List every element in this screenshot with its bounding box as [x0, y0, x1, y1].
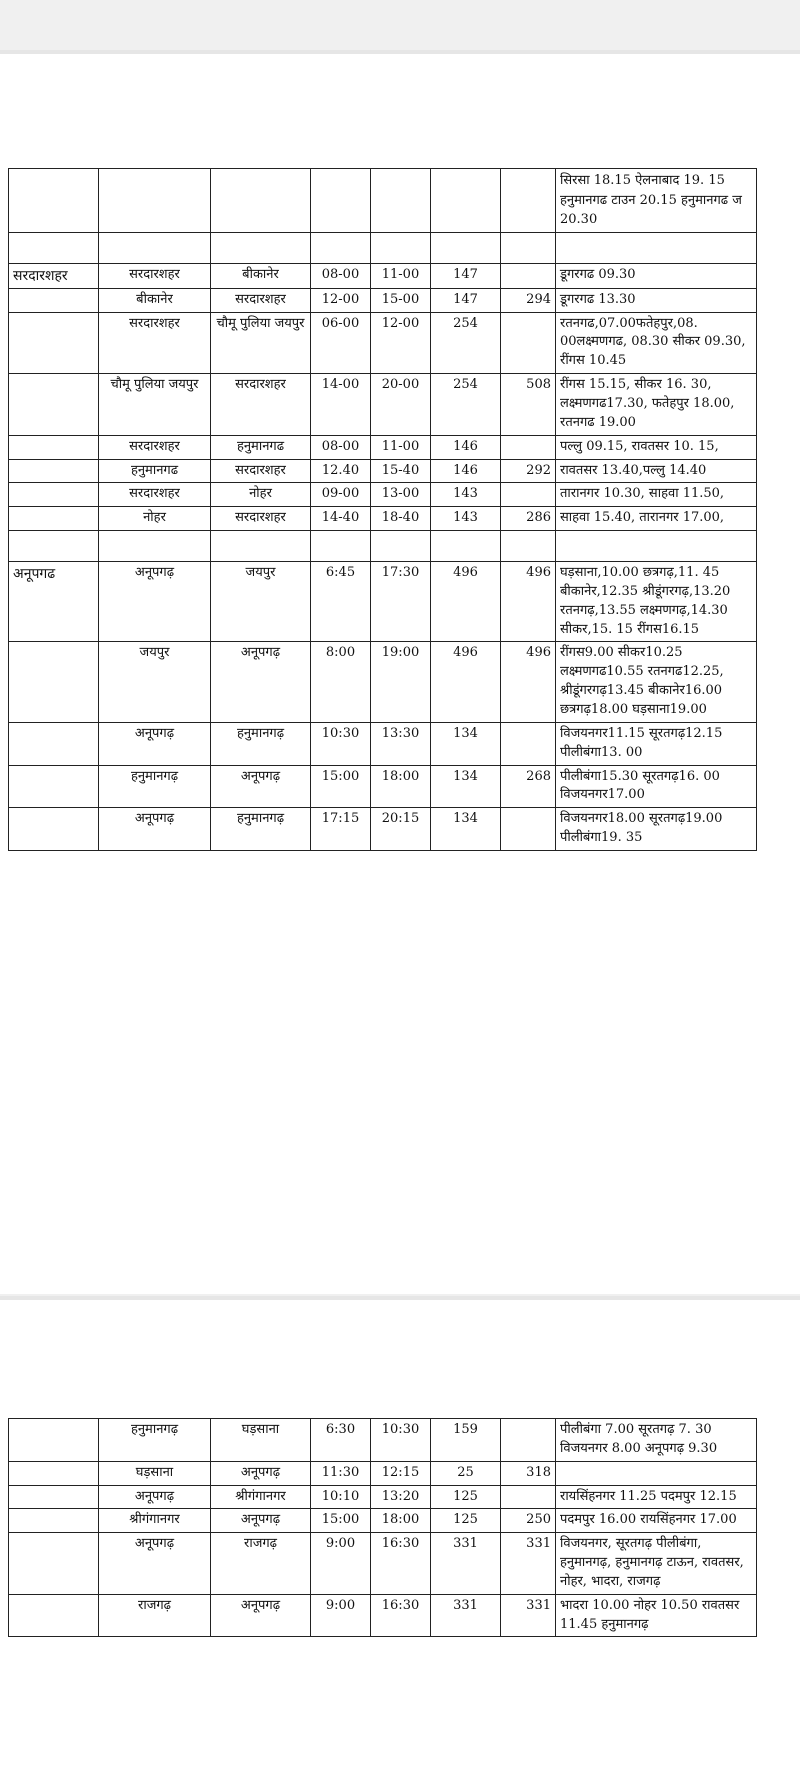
to-cell	[211, 169, 311, 233]
route-table-2	[8, 1418, 757, 1637]
empty-cell	[9, 232, 99, 263]
departure-cell: 17:15	[311, 808, 371, 851]
empty-cell	[556, 232, 757, 263]
depot-cell	[9, 483, 99, 507]
to-cell: हनुमानगढ़	[211, 722, 311, 765]
km-cell: 254	[431, 312, 501, 374]
km-cell: 134	[431, 765, 501, 808]
total-km-cell: 331	[501, 1533, 556, 1595]
arrival-cell: 13:20	[371, 1485, 431, 1509]
total-km-cell: 250	[501, 1509, 556, 1533]
empty-cell	[371, 531, 431, 562]
total-km-cell	[501, 312, 556, 374]
km-cell: 25	[431, 1461, 501, 1485]
from-cell: राजगढ़	[99, 1594, 211, 1637]
total-km-cell: 508	[501, 374, 556, 436]
to-cell: सरदारशहर	[211, 507, 311, 531]
departure-cell: 9:00	[311, 1594, 371, 1637]
departure-cell: 12.40	[311, 459, 371, 483]
from-cell: घड़साना	[99, 1461, 211, 1485]
table-row	[9, 288, 757, 312]
km-cell: 331	[431, 1533, 501, 1595]
from-cell: अनूपगढ़	[99, 1533, 211, 1595]
table-row	[9, 765, 757, 808]
table-row	[9, 459, 757, 483]
km-cell: 125	[431, 1485, 501, 1509]
km-cell: 146	[431, 459, 501, 483]
via-stops-cell: भादरा 10.00 नोहर 10.50 रावतसर 11.45 हनुमानगढ़	[556, 1594, 757, 1637]
arrival-cell: 18:00	[371, 1509, 431, 1533]
from-cell: सरदारशहर	[99, 312, 211, 374]
total-km-cell: 286	[501, 507, 556, 531]
via-stops-cell: साहवा 15.40, तारानगर 17.00,	[556, 507, 757, 531]
total-km-cell	[501, 263, 556, 288]
arrival-cell: 19:00	[371, 642, 431, 722]
table-row	[9, 1594, 757, 1637]
departure-cell: 6:30	[311, 1419, 371, 1462]
table-row	[9, 169, 757, 233]
total-km-cell: 268	[501, 765, 556, 808]
arrival-cell: 18:00	[371, 765, 431, 808]
via-stops-cell: तारानगर 10.30, साहवा 11.50,	[556, 483, 757, 507]
from-cell	[99, 169, 211, 233]
depot-cell	[9, 288, 99, 312]
to-cell: अनूपगढ़	[211, 1461, 311, 1485]
from-cell: चौमू पुलिया जयपुर	[99, 374, 211, 436]
via-stops-cell: पीलीबंगा15.30 सूरतगढ़16. 00 विजयनगर17.00	[556, 765, 757, 808]
departure-cell: 8:00	[311, 642, 371, 722]
depot-cell	[9, 1533, 99, 1595]
route-table-1	[8, 168, 757, 851]
departure-cell: 08-00	[311, 435, 371, 459]
table-row	[9, 435, 757, 459]
arrival-cell: 12:15	[371, 1461, 431, 1485]
from-cell: सरदारशहर	[99, 435, 211, 459]
arrival-cell: 20:15	[371, 808, 431, 851]
to-cell: हनुमानगढ़	[211, 808, 311, 851]
table-row	[9, 1419, 757, 1462]
table-row	[9, 374, 757, 436]
arrival-cell: 11-00	[371, 263, 431, 288]
arrival-cell: 15-00	[371, 288, 431, 312]
via-stops-cell: पीलीबंगा 7.00 सूरतगढ़ 7. 30 विजयनगर 8.00 अनूपगढ़ 9.30	[556, 1419, 757, 1462]
to-cell: नोहर	[211, 483, 311, 507]
arrival-cell: 17:30	[371, 562, 431, 642]
table-row	[9, 642, 757, 722]
arrival-cell: 16:30	[371, 1533, 431, 1595]
total-km-cell	[501, 722, 556, 765]
empty-cell	[371, 232, 431, 263]
departure-cell: 6:45	[311, 562, 371, 642]
from-cell: अनूपगढ़	[99, 562, 211, 642]
depot-cell: अनूपगढ	[9, 562, 99, 642]
via-stops-cell: रींगस 15.15, सीकर 16. 30, लक्ष्मणगढ17.30, फतेहपुर 18.00, रतनगढ 19.00	[556, 374, 757, 436]
via-stops-cell: रींगस9.00 सीकर10.25 लक्ष्मणगढ10.55 रतनगढ12.25, श्रीडूंगरगढ़13.45 बीकानेर16.00 छत्रगढ़18.00 घड़साना19.00	[556, 642, 757, 722]
departure-cell: 09-00	[311, 483, 371, 507]
departure-cell: 12-00	[311, 288, 371, 312]
arrival-cell: 15-40	[371, 459, 431, 483]
total-km-cell: 496	[501, 642, 556, 722]
total-km-cell	[501, 435, 556, 459]
km-cell: 147	[431, 288, 501, 312]
total-km-cell	[501, 483, 556, 507]
total-km-cell	[501, 169, 556, 233]
via-stops-cell: डूगरगढ 09.30	[556, 263, 757, 288]
empty-cell	[311, 531, 371, 562]
via-stops-cell: रतनगढ,07.00फतेहपुर,08. 00लक्ष्मणगढ, 08.30 सीकर 09.30, रींगस 10.45	[556, 312, 757, 374]
depot-cell: सरदारशहर	[9, 263, 99, 288]
separator-row	[9, 232, 757, 263]
total-km-cell	[501, 1419, 556, 1462]
empty-cell	[431, 531, 501, 562]
arrival-cell: 10:30	[371, 1419, 431, 1462]
table-row	[9, 1509, 757, 1533]
total-km-cell	[501, 808, 556, 851]
to-cell: जयपुर	[211, 562, 311, 642]
to-cell: बीकानेर	[211, 263, 311, 288]
empty-cell	[211, 232, 311, 263]
to-cell: अनूपगढ़	[211, 1509, 311, 1533]
separator-row	[9, 531, 757, 562]
to-cell: हनुमानगढ	[211, 435, 311, 459]
km-cell: 143	[431, 507, 501, 531]
empty-cell	[99, 531, 211, 562]
km-cell: 331	[431, 1594, 501, 1637]
table-row	[9, 808, 757, 851]
departure-cell: 14-40	[311, 507, 371, 531]
table-row	[9, 1533, 757, 1595]
table-row	[9, 722, 757, 765]
depot-cell	[9, 642, 99, 722]
depot-cell	[9, 459, 99, 483]
to-cell: सरदारशहर	[211, 374, 311, 436]
total-km-cell: 294	[501, 288, 556, 312]
km-cell: 254	[431, 374, 501, 436]
total-km-cell: 318	[501, 1461, 556, 1485]
departure-cell: 10:10	[311, 1485, 371, 1509]
empty-cell	[311, 232, 371, 263]
arrival-cell: 12-00	[371, 312, 431, 374]
arrival-cell	[371, 169, 431, 233]
to-cell: अनूपगढ़	[211, 1594, 311, 1637]
to-cell: सरदारशहर	[211, 288, 311, 312]
via-stops-cell: डूगरगढ 13.30	[556, 288, 757, 312]
from-cell: अनूपगढ़	[99, 722, 211, 765]
depot-cell	[9, 722, 99, 765]
km-cell: 496	[431, 642, 501, 722]
from-cell: जयपुर	[99, 642, 211, 722]
from-cell: सरदारशहर	[99, 263, 211, 288]
depot-cell	[9, 1485, 99, 1509]
from-cell: अनूपगढ़	[99, 808, 211, 851]
via-stops-cell: रायसिंहनगर 11.25 पदमपुर 12.15	[556, 1485, 757, 1509]
via-stops-cell: पल्लु 09.15, रावतसर 10. 15,	[556, 435, 757, 459]
departure-cell: 08-00	[311, 263, 371, 288]
km-cell: 496	[431, 562, 501, 642]
depot-cell	[9, 1419, 99, 1462]
from-cell: अनूपगढ़	[99, 1485, 211, 1509]
km-cell: 146	[431, 435, 501, 459]
departure-cell: 06-00	[311, 312, 371, 374]
total-km-cell	[501, 1485, 556, 1509]
arrival-cell: 20-00	[371, 374, 431, 436]
from-cell: नोहर	[99, 507, 211, 531]
to-cell: अनूपगढ़	[211, 765, 311, 808]
via-stops-cell: घड़साना,10.00 छत्रगढ़,11. 45 बीकानेर,12.35 श्रीडूंगरगढ़,13.20 रतनगढ़,13.55 लक्ष्मणगढ़,14.30 सीकर,15. 15 रींगस16.15	[556, 562, 757, 642]
depot-cell	[9, 435, 99, 459]
to-cell: सरदारशहर	[211, 459, 311, 483]
total-km-cell: 331	[501, 1594, 556, 1637]
departure-cell: 11:30	[311, 1461, 371, 1485]
arrival-cell: 13-00	[371, 483, 431, 507]
empty-cell	[431, 232, 501, 263]
table-row	[9, 1461, 757, 1485]
via-stops-cell: विजयनगर18.00 सूरतगढ़19.00 पीलीबंगा19. 35	[556, 808, 757, 851]
from-cell: श्रीगंगानगर	[99, 1509, 211, 1533]
from-cell: हनुमानगढ	[99, 459, 211, 483]
via-stops-cell: रावतसर 13.40,पल्लु 14.40	[556, 459, 757, 483]
depot-cell	[9, 312, 99, 374]
to-cell: घड़साना	[211, 1419, 311, 1462]
to-cell: राजगढ़	[211, 1533, 311, 1595]
arrival-cell: 11-00	[371, 435, 431, 459]
empty-cell	[99, 232, 211, 263]
from-cell: हनुमानगढ़	[99, 765, 211, 808]
from-cell: बीकानेर	[99, 288, 211, 312]
to-cell: अनूपगढ़	[211, 642, 311, 722]
departure-cell: 15:00	[311, 1509, 371, 1533]
table-row	[9, 263, 757, 288]
via-stops-cell	[556, 1461, 757, 1485]
km-cell: 125	[431, 1509, 501, 1533]
from-cell: हनुमानगढ़	[99, 1419, 211, 1462]
arrival-cell: 16:30	[371, 1594, 431, 1637]
depot-cell	[9, 1594, 99, 1637]
table-row	[9, 312, 757, 374]
departure-cell	[311, 169, 371, 233]
depot-cell	[9, 374, 99, 436]
km-cell: 147	[431, 263, 501, 288]
depot-cell	[9, 1509, 99, 1533]
table-row	[9, 483, 757, 507]
via-stops-cell: सिरसा 18.15 ऐलनाबाद 19. 15 हनुमानगढ टाउन 20.15 हनुमानगढ ज 20.30	[556, 169, 757, 233]
from-cell: सरदारशहर	[99, 483, 211, 507]
to-cell: चौमू पुलिया जयपुर	[211, 312, 311, 374]
empty-cell	[9, 531, 99, 562]
km-cell: 134	[431, 722, 501, 765]
km-cell: 143	[431, 483, 501, 507]
table-row	[9, 1485, 757, 1509]
empty-cell	[501, 232, 556, 263]
km-cell: 159	[431, 1419, 501, 1462]
depot-cell	[9, 507, 99, 531]
table-row	[9, 507, 757, 531]
departure-cell: 15:00	[311, 765, 371, 808]
via-stops-cell: पदमपुर 16.00 रायसिंहनगर 17.00	[556, 1509, 757, 1533]
departure-cell: 9:00	[311, 1533, 371, 1595]
empty-cell	[556, 531, 757, 562]
km-cell	[431, 169, 501, 233]
table-row	[9, 562, 757, 642]
arrival-cell: 13:30	[371, 722, 431, 765]
via-stops-cell: विजयनगर11.15 सूरतगढ़12.15 पीलीबंगा13. 00	[556, 722, 757, 765]
depot-cell	[9, 1461, 99, 1485]
km-cell: 134	[431, 808, 501, 851]
departure-cell: 10:30	[311, 722, 371, 765]
depot-cell	[9, 169, 99, 233]
to-cell: श्रीगंगानगर	[211, 1485, 311, 1509]
via-stops-cell: विजयनगर, सूरतगढ़ पीलीबंगा, हनुमानगढ़, हनुमानगढ़ टाऊन, रावतसर, नोहर, भादरा, राजगढ़	[556, 1533, 757, 1595]
depot-cell	[9, 765, 99, 808]
empty-cell	[501, 531, 556, 562]
depot-cell	[9, 808, 99, 851]
empty-cell	[211, 531, 311, 562]
total-km-cell: 292	[501, 459, 556, 483]
departure-cell: 14-00	[311, 374, 371, 436]
arrival-cell: 18-40	[371, 507, 431, 531]
total-km-cell: 496	[501, 562, 556, 642]
